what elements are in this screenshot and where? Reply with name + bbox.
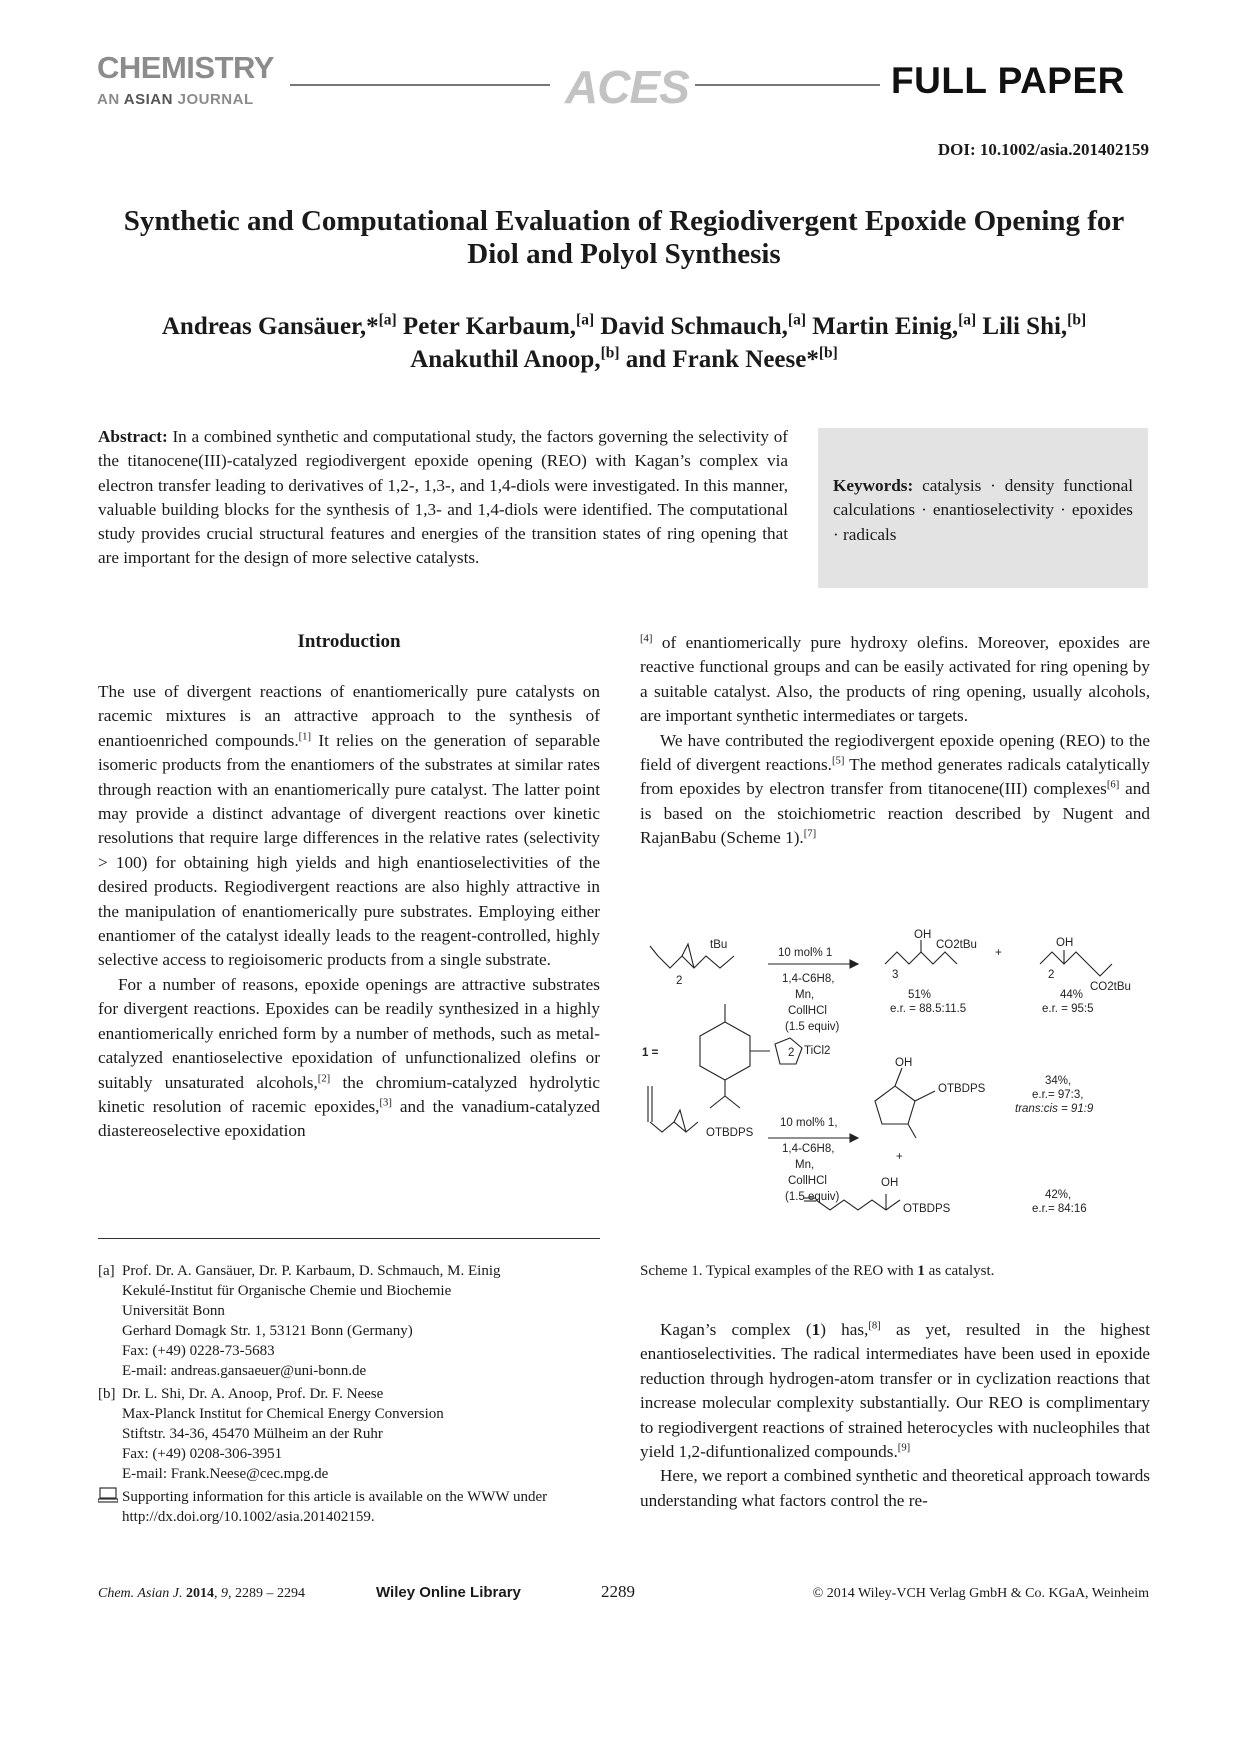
scheme-label: e.r.= 97:3,: [1032, 1089, 1084, 1101]
scheme-label: (1.5 equiv): [785, 1021, 840, 1033]
scheme-label: 1,4-C6H8,: [782, 973, 835, 985]
aces-logo: ACES: [565, 61, 689, 113]
footnote-divider: [98, 1238, 600, 1239]
header-rule-right: [695, 84, 880, 86]
paragraph: We have contributed the regiodivergent epoxide opening (REO) to the field of divergent reactions.[5] The method generates radicals catalytically from epoxides by electron transfer from titanocene(III) complexes[6] and is based on the stoichiometric reaction described by Nugent and RajanBabu (Scheme 1).[7]: [640, 730, 1151, 848]
author: Andreas Gansäuer,*[a]: [161, 311, 397, 340]
journal-name: CHEMISTRY: [97, 50, 274, 85]
substrate-chain: [658, 956, 734, 968]
scheme-label: (1.5 equiv): [785, 1191, 840, 1203]
scheme-label: e.r.= 84:16: [1032, 1203, 1087, 1215]
article-title: Synthetic and Computational Evaluation of Regiodivergent Epoxide Opening for Diol and Polyol Synthesis: [123, 205, 1125, 270]
scheme-label: e.r. = 88.5:11.5: [890, 1003, 967, 1015]
scheme-label: +: [995, 947, 1002, 959]
scheme-label: tBu: [710, 939, 728, 951]
scheme-label: 34%,: [1045, 1075, 1072, 1087]
product1-chain: [885, 952, 957, 964]
paragraph: The use of divergent reactions of enantiomerically pure catalysts on racemic mixtures is an attractive approach to the synthesis of enantioenriched compounds.[1] It relies on the generation of separable isomeric products from the enantiomers of the substrates at similar rates through reaction with an enantiomerically pure catalyst. The latter point may provide a distinct advantage of divergent reactions over kinetic resolutions that require large differences in the relative rates (selectivity > 100) for obtaining high yields and high enantioselectivities of the desired products. Regiodivergent reactions are also highly attractive in the manipulation of enantiomerically pure substrates. Employing either enantiomer of the catalyst ideally leads to the reagent-controlled, highly selective access to regioisomeric products from a single substrate.: [98, 682, 600, 970]
scheme-label: OH: [895, 1057, 913, 1069]
abstract: [98, 425, 788, 571]
scheme-1: [640, 926, 1150, 1256]
scheme-label: 1,4-C6H8,: [782, 1143, 835, 1155]
scheme-label: trans:cis = 91:9: [1015, 1103, 1094, 1115]
author-list: Andreas Gansäuer,*[a] Peter Karbaum,[a] David Schmauch,[a] Martin Einig,[a] Lili Shi,[b] Anakuthil Anoop,[b] and Frank Neese*[b]: [161, 311, 1087, 373]
abstract-text: In a combined synthetic and computational study, the factors governing the selectivity of the titanocene(III)-catalyzed regiodivergent epoxide opening (REO) with Kagan’s complex via electron transfer leading to derivatives of 1,2-, 1,3-, and 1,4-diols were investigated. In this manner, valuable building blocks for the synthesis of 1,3- and 1,4-diols were identified. The computational study provides crucial structural features and energies of the transition states of ring opening that are important for the design of more selective catalysts.: [98, 427, 789, 568]
paragraph: Kagan’s complex (1) has,[8] as yet, resulted in the highest enantioselectivities. The radical intermediates have been used in epoxide reduction through hydrogen-atom transfer or in cyclization reactions that increase molecular complexity substantially. Our REO is complimentary to regiodivergent reactions of strained heterocycles with nucleophiles that yield 1,2-difuntionalized compounds.[9]: [640, 1320, 1150, 1462]
right-column-top: [640, 631, 1150, 851]
keywords: Keywords: catalysis · density functional calculations · enantioselectivity · epoxides · radicals: [833, 476, 1133, 544]
paragraph: Here, we report a combined synthetic and theoretical approach towards understanding what factors control the re-: [640, 1466, 1150, 1510]
copyright: © 2014 Wiley-VCH Verlag GmbH & Co. KGaA, Weinheim: [812, 1586, 1149, 1601]
scheme-label: 1 =: [642, 1047, 659, 1059]
scheme-label: CO2tBu: [936, 939, 977, 951]
scheme-label: e.r. = 95:5: [1042, 1003, 1094, 1015]
citation[interactable]: [4]: [640, 633, 653, 645]
scheme-label: CollHCl: [788, 1175, 827, 1187]
author: David Schmauch,[a]: [600, 311, 806, 340]
scheme-label: 2: [788, 1047, 795, 1059]
computer-icon: [98, 1487, 118, 1509]
page-number: 2289: [601, 1582, 635, 1601]
doi[interactable]: DOI: 10.1002/asia.201402159: [937, 140, 1149, 159]
section-label: FULL PAPER: [891, 60, 1125, 101]
author: Peter Karbaum,[a]: [402, 311, 595, 340]
wiley-online-library-link[interactable]: Wiley Online Library: [376, 1584, 521, 1601]
citation[interactable]: [8]: [868, 1320, 881, 1332]
scheme-label: CO2tBu: [1090, 981, 1131, 993]
scheme-label: 44%: [1060, 989, 1084, 1001]
scheme-label: TiCl2: [804, 1045, 831, 1057]
scheme-label: Mn,: [795, 989, 815, 1001]
scheme-label: OTBDPS: [938, 1083, 986, 1095]
citation[interactable]: [3]: [379, 1097, 392, 1109]
scheme-label: 3: [892, 969, 899, 981]
author: Anakuthil Anoop,[b]: [410, 344, 620, 373]
header-rule-left: [290, 84, 550, 86]
scheme-label: OH: [1056, 937, 1074, 949]
right-column-bottom: [640, 1318, 1150, 1513]
citation[interactable]: [7]: [803, 828, 817, 840]
scheme-label: 2: [1048, 969, 1055, 981]
citation-line: Chem. Asian J. 2014, 9, 2289 – 2294: [98, 1586, 306, 1601]
scheme-label: 42%,: [1045, 1189, 1072, 1201]
author: Frank Neese*[b]: [672, 344, 838, 373]
citation[interactable]: [1]: [298, 731, 312, 743]
scheme-label: OTBDPS: [903, 1203, 951, 1215]
citation[interactable]: [2]: [317, 1072, 331, 1084]
substrate2-chain: [650, 1122, 698, 1132]
scheme-label: 10 mol% 1,: [780, 1117, 838, 1129]
email-link[interactable]: E-mail: andreas.gansaeuer@uni-bonn.de: [122, 1363, 367, 1379]
keywords-label: Keywords:: [833, 476, 914, 495]
affiliations: [98, 1261, 600, 1530]
scheme-label: OTBDPS: [706, 1127, 754, 1139]
scheme-label: 51%: [908, 989, 932, 1001]
supporting-info[interactable]: Supporting information for this article is available on the WWW under http://dx.doi.org/10.1002/asia.201402159.: [98, 1487, 600, 1527]
catalyst-ring: [700, 1022, 750, 1080]
left-column: [98, 680, 600, 1144]
affiliation-a: [a] Prof. Dr. A. Gansäuer, Dr. P. Karbaum, D. Schmauch, M. Einig Kekulé-Institut für Organische Chemie und Biochemie Universität Bonn Gerhard Domagk Str. 1, 53121 Bonn (Germany) Fax: (+49) 0228-73-5683 E-mail: andreas.gansaeuer@uni-bonn.de: [98, 1261, 600, 1381]
scheme-label: Mn,: [795, 1159, 815, 1171]
scheme-label: CollHCl: [788, 1005, 827, 1017]
scheme-label: +: [896, 1151, 903, 1163]
citation[interactable]: [5]: [831, 755, 845, 767]
scheme-label: 10 mol% 1: [778, 947, 833, 959]
scheme-label: 2: [676, 975, 683, 987]
cyclopentane-ring: [875, 1086, 915, 1124]
paragraph: [4] of enantiomerically pure hydroxy olefins. Moreover, epoxides are reactive functional groups and can be easily activated for ring opening by a suitable catalyst. Also, the products of ring opening, usually alcohols, are important synthetic intermediates or targets.: [640, 633, 1150, 726]
paragraph: For a number of reasons, epoxide openings are attractive substrates for divergent reactions. Epoxides can be readily synthesized in a highly enantiomerically enriched form by a number of methods, such as metal-catalyzed enantioselective epoxidation of unfunctionalized olefins or suitably unsaturated alcohols,[2] the chromium-catalyzed hydrolytic kinetic resolution of racemic epoxides,[3] and the vanadium-catalyzed diastereoselective epoxidation: [98, 974, 600, 1141]
epoxide-ring: [682, 944, 694, 968]
section-heading-introduction: Introduction: [297, 631, 401, 652]
affiliation-b: [b] Dr. L. Shi, Dr. A. Anoop, Prof. Dr. F. Neese Max-Planck Institut for Chemical Energy Conversion Stiftstr. 34-36, 45470 Mülheim an der Ruhr Fax: (+49) 0208-306-3951 E-mail: Frank.Neese@cec.mpg.de: [98, 1384, 600, 1484]
citation[interactable]: [9]: [897, 1442, 911, 1454]
scheme-caption: Scheme 1. Typical examples of the REO with 1 as catalyst.: [640, 1263, 995, 1279]
citation[interactable]: [6]: [1106, 779, 1120, 791]
author: Lili Shi,[b]: [982, 311, 1087, 340]
email-link[interactable]: E-mail: Frank.Neese@cec.mpg.de: [122, 1466, 329, 1482]
journal-subtitle: AN ASIAN JOURNAL: [97, 91, 254, 108]
scheme-label: OH: [914, 929, 932, 941]
abstract-label: Abstract:: [98, 427, 168, 446]
author: Martin Einig,[a]: [812, 311, 977, 340]
scheme-label: OH: [881, 1177, 899, 1189]
